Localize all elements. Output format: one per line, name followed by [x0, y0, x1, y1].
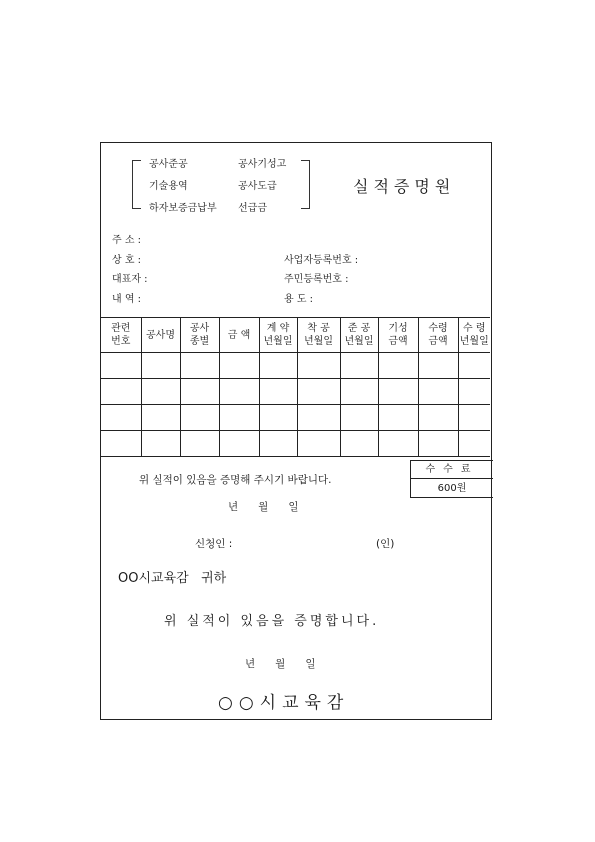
category-item: 공사기성고 — [238, 159, 287, 170]
table-cell — [378, 353, 418, 379]
document-title: 실적증명원 — [353, 177, 456, 196]
category-bracket-right — [301, 160, 310, 209]
category-item: 하자보증금납부 — [149, 203, 217, 214]
table-cell — [378, 379, 418, 405]
category-item: 선급금 — [238, 203, 267, 214]
table-cell — [101, 353, 141, 379]
performance-table — [101, 317, 490, 457]
issuing-authority: ○○시교육감 — [218, 693, 350, 713]
table-cell — [378, 431, 418, 457]
fee-amount: 600원 — [437, 483, 467, 494]
table-cell — [458, 431, 490, 457]
table-row — [101, 379, 490, 405]
table-row — [101, 353, 490, 379]
header-contract-date: 계 약 년월일 — [259, 318, 297, 353]
table-cell — [458, 405, 490, 431]
table-cell — [101, 405, 141, 431]
table-cell — [101, 379, 141, 405]
table-cell — [141, 405, 180, 431]
table-cell — [180, 379, 219, 405]
table-cell — [297, 353, 340, 379]
table-cell — [180, 405, 219, 431]
seal-mark: (인) — [376, 538, 395, 550]
category-item: 기술용역 — [149, 181, 188, 192]
addressee: OO시교육감 귀하 — [118, 571, 227, 586]
resident-reg-no-label: 주민등록번호 : — [284, 274, 349, 285]
table-cell — [259, 431, 297, 457]
table-cell — [340, 431, 378, 457]
table-cell — [418, 379, 458, 405]
table-cell — [340, 379, 378, 405]
table-cell — [297, 379, 340, 405]
table-cell — [418, 353, 458, 379]
table-cell — [141, 379, 180, 405]
table-cell — [101, 431, 141, 457]
table-cell — [340, 405, 378, 431]
table-header-row — [101, 318, 490, 353]
table-cell — [340, 353, 378, 379]
certification-statement: 위 실적이 있음을 증명합니다. — [164, 614, 380, 629]
header-project-type: 공사 종별 — [180, 318, 219, 353]
table-cell — [219, 379, 259, 405]
table-cell — [297, 431, 340, 457]
category-item: 공사도급 — [238, 181, 277, 192]
table-cell — [418, 431, 458, 457]
table-cell — [259, 353, 297, 379]
table-cell — [458, 379, 490, 405]
table-row — [101, 431, 490, 457]
table-cell — [180, 431, 219, 457]
certification-date: 년 월 일 — [245, 658, 316, 670]
fee-box — [410, 460, 493, 498]
header-progress-amount: 기성 금액 — [378, 318, 418, 353]
table-cell — [418, 405, 458, 431]
table-cell — [378, 405, 418, 431]
table-cell — [141, 353, 180, 379]
table-cell — [219, 405, 259, 431]
business-reg-no-label: 사업자등록번호 : — [284, 255, 359, 266]
table-cell — [458, 353, 490, 379]
header-start-date: 착 공 년월일 — [297, 318, 340, 353]
table-cell — [259, 405, 297, 431]
header-amount: 금 액 — [219, 318, 259, 353]
request-date: 년 월 일 — [228, 501, 299, 513]
details-label: 내 역 : — [112, 294, 142, 305]
table-cell — [297, 405, 340, 431]
table-cell — [219, 353, 259, 379]
header-completion-date: 준 공 년월일 — [340, 318, 378, 353]
table-cell — [141, 431, 180, 457]
category-item: 공사준공 — [149, 159, 188, 170]
header-project-name: 공사명 — [141, 318, 180, 353]
header-received-amount: 수령 금액 — [418, 318, 458, 353]
request-statement: 위 실적이 있음을 증명해 주시기 바랍니다. — [139, 474, 332, 486]
fee-label: 수수료 — [411, 461, 493, 479]
table-cell — [180, 353, 219, 379]
applicant-label: 신청인 : — [195, 538, 233, 550]
representative-label: 대표자 : — [112, 274, 148, 285]
header-related-no: 관련 번호 — [101, 318, 141, 353]
purpose-label: 용 도 : — [284, 294, 314, 305]
address-label: 주 소 : — [112, 235, 142, 246]
category-bracket-left — [132, 160, 141, 209]
table-cell — [259, 379, 297, 405]
table-cell — [219, 431, 259, 457]
header-received-date: 수 령 년월일 — [458, 318, 490, 353]
certificate-form — [100, 142, 492, 720]
table-row — [101, 405, 490, 431]
trade-name-label: 상 호 : — [112, 255, 142, 266]
